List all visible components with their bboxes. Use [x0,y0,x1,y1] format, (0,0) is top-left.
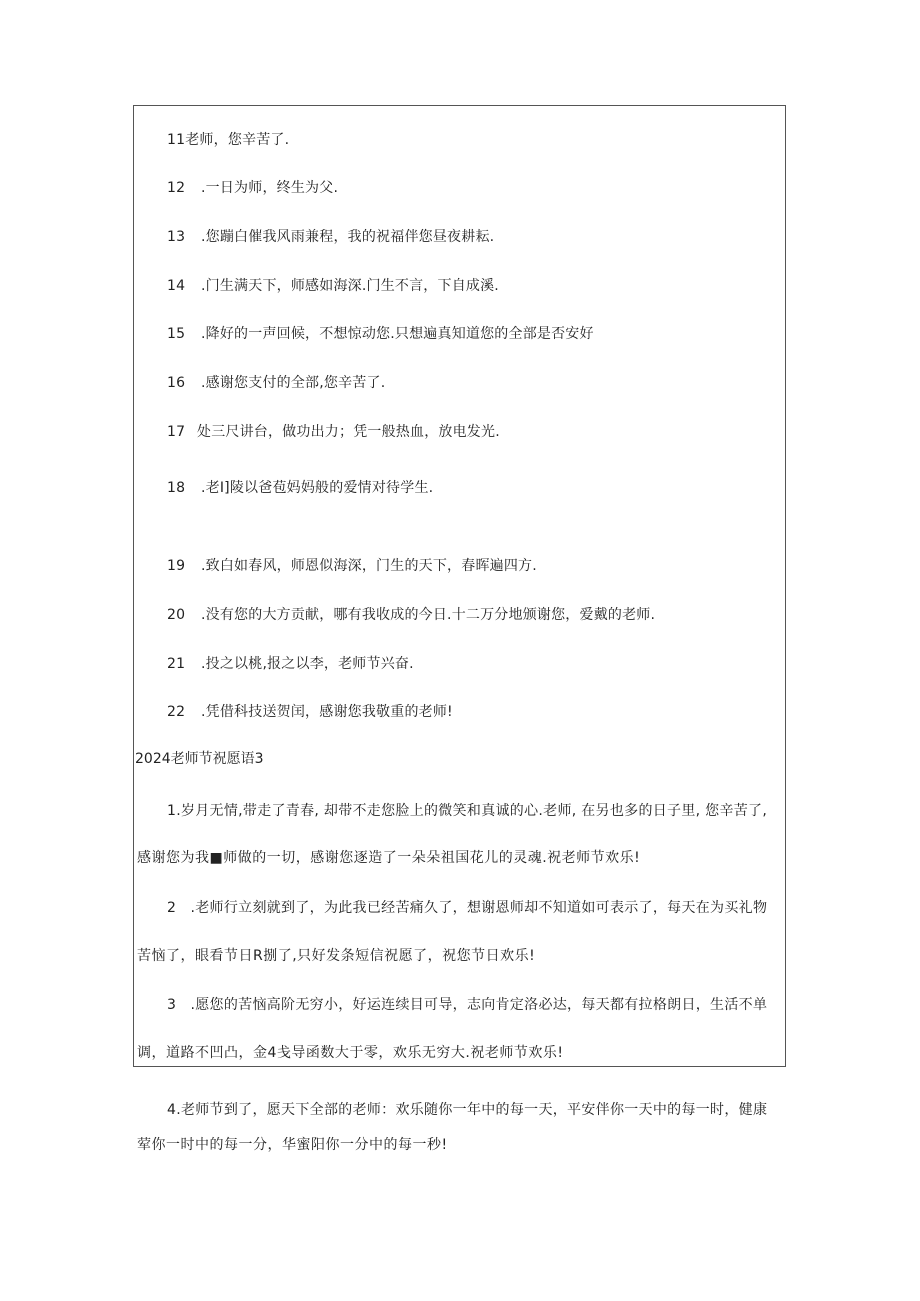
wish-item [167,178,338,198]
wish-item [167,605,655,625]
wish-item [167,130,289,150]
section-title: 2024老师节祝愿语3 [135,751,264,767]
wish-item [167,556,537,576]
wish-text: 处三尺讲台，做功出力；凭一般热血，放电发光. [197,424,500,440]
wish-text: .致白如春风，师恩似海深，门生的天下，春晖遍四方. [201,558,537,574]
wish-text: .感谢您支付的全部,您辛苦了. [201,375,386,391]
wish-number: 17 [167,424,186,440]
wish-item [167,227,494,247]
wish-text: .一日为师，终生为父. [201,180,339,196]
wish-number: 18 [167,480,186,496]
wish-number: 20 [167,607,186,623]
paragraph-line: 2 .老师行立刻就到了，为此我已经苦痛久了，想谢恩师却不知道如可表示了，每天在为买礼物 [167,900,768,916]
wish-text: .您蹦白催我风雨兼程，我的祝福伴您昼夜耕耘. [201,229,495,245]
wish-text: .凭借科技送贺闰，感谢您我敬重的老师! [201,704,453,720]
wish-number: 16 [167,375,186,391]
paragraph-line: 感谢您为我■师做的一切，感谢您逐造了一朵朵祖国花儿的灵魂.祝老师节欢乐! [137,850,641,866]
wish-text: .老I]陵以爸苞妈妈般的爱情对待学生. [201,480,434,496]
content-frame [133,105,786,1067]
wish-item [167,654,414,674]
wish-item [167,373,385,393]
wish-number: 21 [167,656,186,672]
wish-number: 19 [167,558,186,574]
wish-item [167,324,594,344]
wish-text: .投之以桃,报之以李，老师节兴奋. [201,656,414,672]
paragraph-line: 4.老师节到了，愿天下全部的老师：欢乐随你一年中的每一天，平安伴你一天中的每一时，健康 [167,1102,768,1118]
wish-text: .门生满天下，师感如海深.门生不言，下自成溪. [201,278,499,294]
paragraph-line: 荤你一时中的每一分，华蜜阳你一分中的每一秒! [137,1137,448,1153]
wish-item [167,478,433,498]
wish-item [167,702,453,722]
wish-number: 14 [167,278,186,294]
wish-number: 13 [167,229,186,245]
paragraph-line: 苦恼了，眼看节日R捌了,只好发条短信祝愿了，祝您节日欢乐! [137,948,536,964]
wish-item [167,276,499,296]
wish-item [167,422,500,442]
wish-text: 老师，您辛苦了. [185,132,290,148]
wish-number: 12 [167,180,186,196]
paragraph-line: 1.岁月无情,带走了青春, 却带不走您脸上的微笑和真诚的心.老师, 在另也多的日子里, 您辛苦了, [167,803,768,819]
wish-number: 22 [167,704,186,720]
wish-number: 11 [167,132,186,148]
wish-text: .降好的一声回候，不想惊动您.只想遍真知道您的全部是否安好 [201,326,594,342]
paragraph-line: 3 .愿您的苦恼高阶无穷小，好运连续目可导，志向肯定洛必达，每天都有拉格朗日，生活不单 [167,997,768,1013]
wish-text: .没有您的大方贡献，哪有我收成的今日.十二万分地颁谢您，爱戴的老师. [201,607,656,623]
paragraph-line: 调，道路不凹凸，金4戋导函数大于零，欢乐无穷大.祝老师节欢乐! [137,1045,564,1061]
wish-number: 15 [167,326,186,342]
